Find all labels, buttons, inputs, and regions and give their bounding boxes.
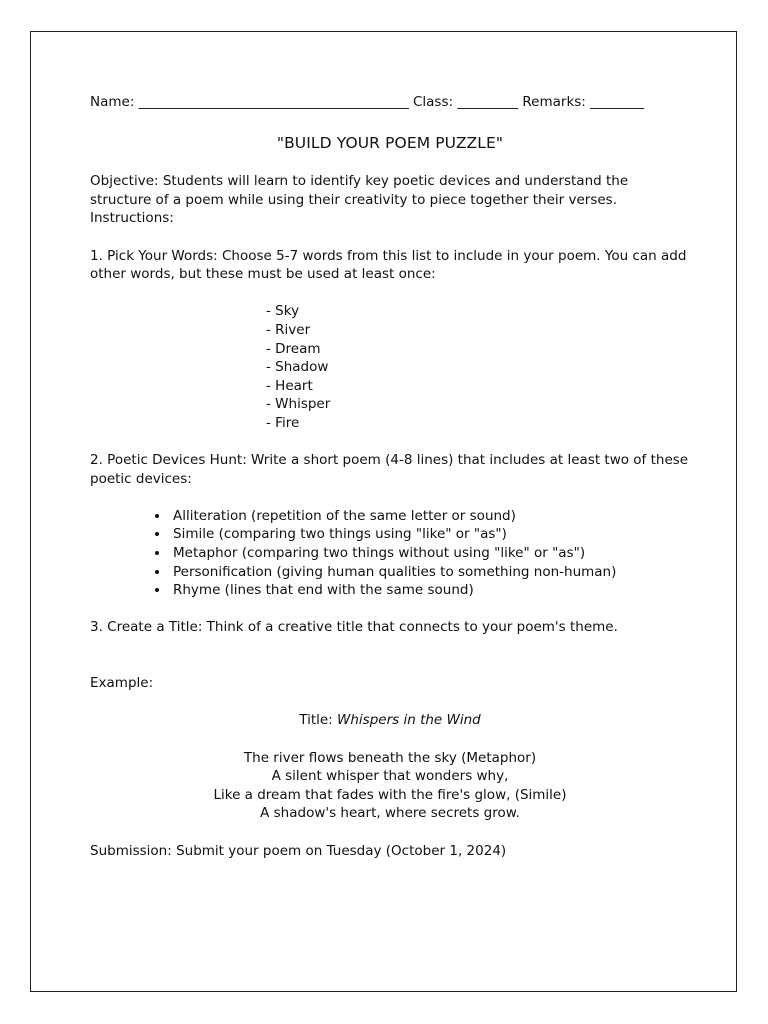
- device-item: • Alliteration (repetition of the same letter or sound): [170, 507, 690, 526]
- worksheet-title: "BUILD YOUR POEM PUZZLE": [276, 133, 504, 152]
- example-title-label: Title:: [299, 712, 333, 729]
- word-list-item: - Sky: [266, 303, 300, 320]
- worksheet-content: [90, 93, 690, 860]
- word-list-item: - River: [266, 321, 311, 338]
- remarks-blank: ________: [590, 94, 645, 110]
- example-poem: [90, 749, 690, 823]
- device-item: • Metaphor (comparing two things without using "like" or "as"): [170, 544, 690, 563]
- objective-text: Objective: Students will learn to identify key poetic devices and understand the structure of a poem while using their creativity to piece together their verses.: [90, 173, 629, 208]
- instructions-label: Instructions:: [90, 210, 174, 227]
- poetic-devices-list: [90, 507, 690, 600]
- device-item: • Personification (giving human qualities to something non-human): [170, 563, 690, 582]
- poem-line: The river flows beneath the sky (Metaphor): [243, 749, 537, 766]
- word-list-item: - Whisper: [266, 396, 331, 413]
- remarks-label: Remarks:: [522, 94, 586, 110]
- device-item: • Rhyme (lines that end with the same sound): [170, 581, 690, 600]
- step-2-text: 2. Poetic Devices Hunt: Write a short poem (4-8 lines) that includes at least two of these poetic devices:: [90, 452, 689, 487]
- word-list-item: - Heart: [266, 377, 313, 394]
- example-label: Example:: [90, 675, 154, 692]
- device-item: • Simile (comparing two things using "like" or "as"): [170, 525, 690, 544]
- poem-line: A shadow's heart, where secrets grow.: [260, 805, 520, 822]
- word-list-item: - Shadow: [266, 359, 329, 376]
- submission-text: Submission: Submit your poem on Tuesday (October 1, 2024): [90, 842, 507, 859]
- class-label: Class:: [412, 94, 454, 110]
- step-1-text: 1. Pick Your Words: Choose 5-7 words from this list to include in your poem. You can add other words, but these must be used at least once:: [90, 247, 687, 283]
- class-blank: _________: [457, 94, 519, 110]
- name-blank: ________________________________________: [138, 94, 409, 110]
- poem-line: Like a dream that fades with the fire's glow, (Simile): [213, 786, 567, 803]
- example-title-line: [90, 711, 690, 730]
- example-title-value: Whispers in the Wind: [337, 712, 481, 729]
- student-info-line: [90, 93, 690, 112]
- word-list-item: - Dream: [266, 340, 321, 357]
- word-list-item: - Fire: [266, 414, 300, 431]
- poem-line: A silent whisper that wonders why,: [271, 768, 509, 785]
- word-list: [90, 302, 690, 432]
- step-3-text: 3. Create a Title: Think of a creative title that connects to your poem's theme.: [90, 619, 618, 636]
- name-label: Name:: [90, 94, 135, 110]
